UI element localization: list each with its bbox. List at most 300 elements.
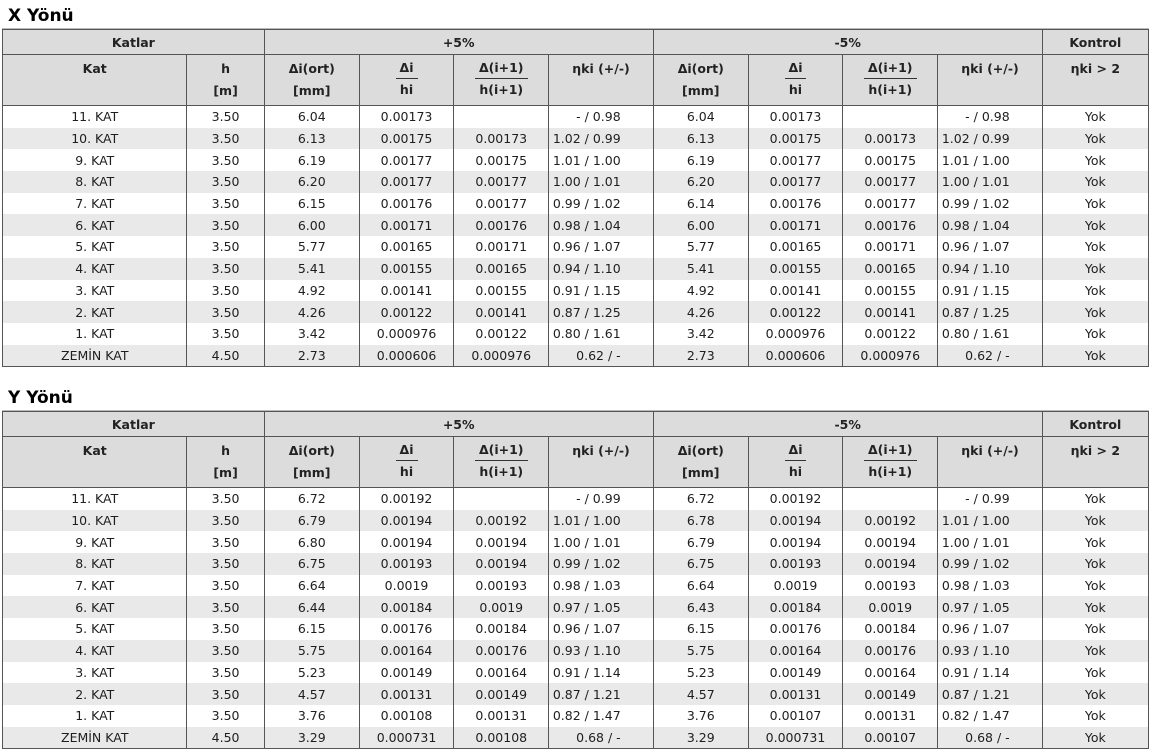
table-row xyxy=(3,488,1149,510)
cell-kontrol: Yok xyxy=(1042,510,1148,532)
cell-di-ort-plus: 6.15 xyxy=(264,618,359,640)
cell-ratio-i-minus: 0.00122 xyxy=(748,301,842,323)
cell-ratio-i1-minus: 0.00165 xyxy=(843,258,938,280)
cell-di-ort-plus: 5.77 xyxy=(264,236,359,258)
table-row xyxy=(3,618,1149,640)
table-body xyxy=(3,488,1149,749)
table-body xyxy=(3,106,1149,367)
table-row xyxy=(3,683,1149,705)
cell-kat: 8. KAT xyxy=(3,553,187,575)
cell-ratio-i1-plus: 0.00122 xyxy=(454,323,549,345)
cell-kat: 1. KAT xyxy=(3,323,187,345)
cell-kontrol: Yok xyxy=(1042,128,1148,150)
cell-h: 3.50 xyxy=(187,106,264,128)
cell-ratio-i-minus: 0.00184 xyxy=(748,596,842,618)
cell-eta-plus: 0.97 / 1.05 xyxy=(549,596,653,618)
cell-ratio-i1-plus: 0.00176 xyxy=(454,214,549,236)
cell-eta-minus: 0.91 / 1.14 xyxy=(938,662,1042,684)
cell-eta-minus: 0.93 / 1.10 xyxy=(938,640,1042,662)
cell-eta-plus: 1.00 / 1.01 xyxy=(549,171,653,193)
cell-ratio-i-minus: 0.00164 xyxy=(748,640,842,662)
cell-h: 3.50 xyxy=(187,705,264,727)
cell-h: 3.50 xyxy=(187,510,264,532)
cell-di-ort-plus: 4.92 xyxy=(264,280,359,302)
drift-table-y xyxy=(2,411,1149,749)
cell-kontrol: Yok xyxy=(1042,149,1148,171)
cell-di-ort-minus: 3.42 xyxy=(653,323,748,345)
cell-di-ort-minus: 3.76 xyxy=(653,705,748,727)
cell-kat: 10. KAT xyxy=(3,510,187,532)
cell-di-ort-minus: 6.13 xyxy=(653,128,748,150)
cell-di-ort-plus: 6.79 xyxy=(264,510,359,532)
cell-h: 3.50 xyxy=(187,662,264,684)
col-header-di-ort: Δi(ort) [mm] xyxy=(264,437,359,488)
cell-di-ort-plus: 6.75 xyxy=(264,553,359,575)
cell-di-ort-minus: 6.00 xyxy=(653,214,748,236)
table-row xyxy=(3,510,1149,532)
cell-eta-minus: - / 0.99 xyxy=(938,488,1042,510)
cell-di-ort-minus: 6.04 xyxy=(653,106,748,128)
cell-kat: 2. KAT xyxy=(3,683,187,705)
cell-di-ort-plus: 6.72 xyxy=(264,488,359,510)
cell-di-ort-minus: 2.73 xyxy=(653,345,748,367)
cell-ratio-i-plus: 0.00194 xyxy=(359,531,453,553)
cell-di-ort-plus: 5.75 xyxy=(264,640,359,662)
cell-ratio-i-plus: 0.00165 xyxy=(359,236,453,258)
cell-eta-plus: 0.98 / 1.03 xyxy=(549,575,653,597)
cell-eta-minus: 0.96 / 1.07 xyxy=(938,618,1042,640)
cell-h: 3.50 xyxy=(187,171,264,193)
cell-ratio-i1-minus: 0.00194 xyxy=(843,531,938,553)
cell-ratio-i1-plus: 0.00141 xyxy=(454,301,549,323)
cell-eta-minus: 0.94 / 1.10 xyxy=(938,258,1042,280)
cell-ratio-i-minus: 0.00193 xyxy=(748,553,842,575)
cell-ratio-i-minus: 0.00131 xyxy=(748,683,842,705)
col-header-kontrol: ηki > 2 xyxy=(1042,437,1148,488)
cell-h: 3.50 xyxy=(187,236,264,258)
cell-ratio-i1-plus: 0.00177 xyxy=(454,171,549,193)
cell-di-ort-minus: 5.23 xyxy=(653,662,748,684)
cell-di-ort-plus: 5.41 xyxy=(264,258,359,280)
cell-ratio-i-plus: 0.000606 xyxy=(359,345,453,367)
cell-eta-minus: 0.98 / 1.04 xyxy=(938,214,1042,236)
cell-ratio-i1-plus: 0.00149 xyxy=(454,683,549,705)
section-title: X Yönü xyxy=(2,4,1149,29)
cell-kontrol: Yok xyxy=(1042,280,1148,302)
cell-h: 3.50 xyxy=(187,640,264,662)
cell-di-ort-minus: 6.78 xyxy=(653,510,748,532)
cell-di-ort-minus: 6.15 xyxy=(653,618,748,640)
cell-eta-plus: 1.02 / 0.99 xyxy=(549,128,653,150)
cell-h: 4.50 xyxy=(187,345,264,367)
cell-ratio-i-plus: 0.000976 xyxy=(359,323,453,345)
cell-ratio-i1-minus: 0.00192 xyxy=(843,510,938,532)
cell-ratio-i1-minus: 0.00176 xyxy=(843,640,938,662)
cell-ratio-i1-minus: 0.0019 xyxy=(843,596,938,618)
cell-eta-minus: 0.87 / 1.25 xyxy=(938,301,1042,323)
cell-kat: 8. KAT xyxy=(3,171,187,193)
cell-ratio-i1-minus: 0.00194 xyxy=(843,553,938,575)
cell-eta-minus: 0.68 / - xyxy=(938,727,1042,749)
cell-eta-minus: 1.01 / 1.00 xyxy=(938,510,1042,532)
cell-ratio-i-plus: 0.00141 xyxy=(359,280,453,302)
cell-ratio-i1-minus: 0.00171 xyxy=(843,236,938,258)
cell-eta-plus: 1.00 / 1.01 xyxy=(549,531,653,553)
cell-kat: ZEMİN KAT xyxy=(3,345,187,367)
table-row xyxy=(3,640,1149,662)
table-row xyxy=(3,280,1149,302)
cell-eta-plus: 0.94 / 1.10 xyxy=(549,258,653,280)
col-header-eta: ηki (+/-) xyxy=(549,437,653,488)
cell-h: 3.50 xyxy=(187,575,264,597)
cell-eta-minus: 1.01 / 1.00 xyxy=(938,149,1042,171)
cell-ratio-i1-plus: 0.00192 xyxy=(454,510,549,532)
cell-kontrol: Yok xyxy=(1042,193,1148,215)
cell-h: 3.50 xyxy=(187,149,264,171)
cell-kontrol: Yok xyxy=(1042,596,1148,618)
cell-ratio-i1-minus: 0.00155 xyxy=(843,280,938,302)
cell-kat: 3. KAT xyxy=(3,662,187,684)
cell-di-ort-plus: 6.44 xyxy=(264,596,359,618)
cell-kontrol: Yok xyxy=(1042,345,1148,367)
cell-ratio-i1-minus: 0.00122 xyxy=(843,323,938,345)
cell-eta-minus: 0.91 / 1.15 xyxy=(938,280,1042,302)
drift-table-x xyxy=(2,29,1149,367)
cell-di-ort-plus: 6.13 xyxy=(264,128,359,150)
cell-ratio-i-minus: 0.00165 xyxy=(748,236,842,258)
group-header-plus5: +5% xyxy=(264,30,653,55)
cell-h: 3.50 xyxy=(187,683,264,705)
col-header-ratio-i: $\frac{\Delta i}{hi}$ xyxy=(748,55,842,106)
cell-ratio-i1-plus: 0.00175 xyxy=(454,149,549,171)
x-direction-section xyxy=(2,4,1149,367)
cell-kontrol: Yok xyxy=(1042,258,1148,280)
cell-kontrol: Yok xyxy=(1042,301,1148,323)
cell-ratio-i-plus: 0.00173 xyxy=(359,106,453,128)
cell-di-ort-plus: 6.19 xyxy=(264,149,359,171)
cell-ratio-i-plus: 0.00177 xyxy=(359,149,453,171)
cell-h: 3.50 xyxy=(187,193,264,215)
cell-eta-minus: 0.97 / 1.05 xyxy=(938,596,1042,618)
cell-di-ort-plus: 2.73 xyxy=(264,345,359,367)
cell-h: 3.50 xyxy=(187,301,264,323)
table-row xyxy=(3,236,1149,258)
cell-eta-plus: - / 0.98 xyxy=(549,106,653,128)
cell-eta-minus: 0.99 / 1.02 xyxy=(938,193,1042,215)
cell-ratio-i-minus: 0.00155 xyxy=(748,258,842,280)
col-header-ratio-i: $\frac{\Delta i}{hi}$ xyxy=(359,55,453,106)
cell-ratio-i-minus: 0.000606 xyxy=(748,345,842,367)
cell-eta-minus: 0.80 / 1.61 xyxy=(938,323,1042,345)
cell-di-ort-minus: 6.19 xyxy=(653,149,748,171)
cell-ratio-i-plus: 0.00177 xyxy=(359,171,453,193)
cell-di-ort-plus: 6.20 xyxy=(264,171,359,193)
cell-kat: 11. KAT xyxy=(3,488,187,510)
cell-ratio-i-plus: 0.00176 xyxy=(359,618,453,640)
cell-kontrol: Yok xyxy=(1042,727,1148,749)
cell-h: 3.50 xyxy=(187,258,264,280)
col-header-ratio-i: $\frac{\Delta i}{hi}$ xyxy=(748,437,842,488)
cell-ratio-i-minus: 0.00177 xyxy=(748,171,842,193)
cell-ratio-i1-minus: 0.00141 xyxy=(843,301,938,323)
cell-eta-plus: 0.82 / 1.47 xyxy=(549,705,653,727)
cell-kat: 4. KAT xyxy=(3,258,187,280)
cell-ratio-i-minus: 0.00107 xyxy=(748,705,842,727)
cell-ratio-i-plus: 0.00194 xyxy=(359,510,453,532)
cell-ratio-i-minus: 0.0019 xyxy=(748,575,842,597)
cell-di-ort-plus: 6.15 xyxy=(264,193,359,215)
cell-kontrol: Yok xyxy=(1042,705,1148,727)
cell-ratio-i-minus: 0.000731 xyxy=(748,727,842,749)
cell-ratio-i-plus: 0.0019 xyxy=(359,575,453,597)
cell-kontrol: Yok xyxy=(1042,171,1148,193)
cell-ratio-i1-minus: 0.00164 xyxy=(843,662,938,684)
cell-h: 3.50 xyxy=(187,280,264,302)
cell-di-ort-minus: 3.29 xyxy=(653,727,748,749)
cell-kat: 10. KAT xyxy=(3,128,187,150)
cell-eta-plus: - / 0.99 xyxy=(549,488,653,510)
cell-di-ort-plus: 6.64 xyxy=(264,575,359,597)
cell-ratio-i-plus: 0.00192 xyxy=(359,488,453,510)
cell-ratio-i1-plus xyxy=(454,106,549,128)
cell-kat: 5. KAT xyxy=(3,618,187,640)
cell-eta-plus: 1.01 / 1.00 xyxy=(549,149,653,171)
y-direction-section xyxy=(2,386,1149,749)
cell-kat: 6. KAT xyxy=(3,214,187,236)
cell-ratio-i-plus: 0.00164 xyxy=(359,640,453,662)
cell-di-ort-minus: 6.64 xyxy=(653,575,748,597)
cell-eta-plus: 1.01 / 1.00 xyxy=(549,510,653,532)
cell-di-ort-minus: 6.75 xyxy=(653,553,748,575)
cell-ratio-i1-minus: 0.00184 xyxy=(843,618,938,640)
cell-di-ort-minus: 4.57 xyxy=(653,683,748,705)
cell-eta-minus: 0.99 / 1.02 xyxy=(938,553,1042,575)
col-header-di-ort: Δi(ort) [mm] xyxy=(264,55,359,106)
cell-kat: 7. KAT xyxy=(3,575,187,597)
cell-eta-minus: 0.87 / 1.21 xyxy=(938,683,1042,705)
cell-ratio-i-minus: 0.00149 xyxy=(748,662,842,684)
cell-kat: 9. KAT xyxy=(3,531,187,553)
cell-di-ort-minus: 4.26 xyxy=(653,301,748,323)
cell-kontrol: Yok xyxy=(1042,553,1148,575)
cell-ratio-i-minus: 0.00194 xyxy=(748,531,842,553)
cell-kat: 3. KAT xyxy=(3,280,187,302)
col-header-kat: Kat xyxy=(3,437,187,488)
col-header-ratio-i1: $\frac{\Delta(i+1)}{h(i+1)}$ xyxy=(843,437,938,488)
cell-kat: 7. KAT xyxy=(3,193,187,215)
table-row xyxy=(3,596,1149,618)
cell-h: 3.50 xyxy=(187,128,264,150)
cell-eta-minus: 1.00 / 1.01 xyxy=(938,531,1042,553)
cell-kat: 2. KAT xyxy=(3,301,187,323)
cell-di-ort-plus: 4.57 xyxy=(264,683,359,705)
cell-ratio-i-minus: 0.00176 xyxy=(748,193,842,215)
cell-di-ort-minus: 6.72 xyxy=(653,488,748,510)
table-row xyxy=(3,345,1149,367)
cell-kat: 9. KAT xyxy=(3,149,187,171)
cell-ratio-i-plus: 0.00108 xyxy=(359,705,453,727)
table-row xyxy=(3,531,1149,553)
cell-kat: 1. KAT xyxy=(3,705,187,727)
cell-ratio-i-plus: 0.00193 xyxy=(359,553,453,575)
cell-ratio-i-plus: 0.00171 xyxy=(359,214,453,236)
cell-kat: 11. KAT xyxy=(3,106,187,128)
cell-ratio-i1-minus xyxy=(843,488,938,510)
cell-di-ort-plus: 6.04 xyxy=(264,106,359,128)
cell-ratio-i1-plus xyxy=(454,488,549,510)
cell-ratio-i1-minus: 0.00131 xyxy=(843,705,938,727)
cell-di-ort-plus: 5.23 xyxy=(264,662,359,684)
col-header-eta: ηki (+/-) xyxy=(549,55,653,106)
cell-h: 3.50 xyxy=(187,596,264,618)
cell-ratio-i1-plus: 0.00108 xyxy=(454,727,549,749)
cell-ratio-i-plus: 0.00149 xyxy=(359,662,453,684)
cell-ratio-i1-minus xyxy=(843,106,938,128)
cell-ratio-i1-plus: 0.00194 xyxy=(454,553,549,575)
col-header-ratio-i: $\frac{\Delta i}{hi}$ xyxy=(359,437,453,488)
table-row xyxy=(3,193,1149,215)
cell-kontrol: Yok xyxy=(1042,236,1148,258)
cell-di-ort-plus: 3.42 xyxy=(264,323,359,345)
cell-ratio-i1-plus: 0.00184 xyxy=(454,618,549,640)
cell-eta-minus: 1.00 / 1.01 xyxy=(938,171,1042,193)
table-row xyxy=(3,258,1149,280)
cell-ratio-i-minus: 0.00175 xyxy=(748,128,842,150)
cell-kontrol: Yok xyxy=(1042,575,1148,597)
cell-di-ort-plus: 3.76 xyxy=(264,705,359,727)
cell-ratio-i1-plus: 0.000976 xyxy=(454,345,549,367)
cell-ratio-i-plus: 0.00184 xyxy=(359,596,453,618)
cell-di-ort-plus: 3.29 xyxy=(264,727,359,749)
cell-ratio-i-minus: 0.00173 xyxy=(748,106,842,128)
cell-ratio-i-minus: 0.000976 xyxy=(748,323,842,345)
cell-ratio-i1-minus: 0.00175 xyxy=(843,149,938,171)
cell-ratio-i1-minus: 0.00176 xyxy=(843,214,938,236)
section-title: Y Yönü xyxy=(2,386,1149,411)
cell-h: 3.50 xyxy=(187,618,264,640)
table-row xyxy=(3,128,1149,150)
cell-ratio-i-plus: 0.000731 xyxy=(359,727,453,749)
cell-kat: 5. KAT xyxy=(3,236,187,258)
cell-eta-plus: 0.93 / 1.10 xyxy=(549,640,653,662)
cell-ratio-i1-minus: 0.00177 xyxy=(843,171,938,193)
cell-kat: ZEMİN KAT xyxy=(3,727,187,749)
cell-eta-minus: 0.62 / - xyxy=(938,345,1042,367)
cell-di-ort-minus: 5.41 xyxy=(653,258,748,280)
cell-eta-plus: 0.99 / 1.02 xyxy=(549,193,653,215)
cell-ratio-i-minus: 0.00194 xyxy=(748,510,842,532)
col-header-eta: ηki (+/-) xyxy=(938,55,1042,106)
cell-kontrol: Yok xyxy=(1042,618,1148,640)
cell-eta-plus: 0.87 / 1.21 xyxy=(549,683,653,705)
cell-eta-plus: 0.87 / 1.25 xyxy=(549,301,653,323)
table-row xyxy=(3,727,1149,749)
cell-di-ort-minus: 6.14 xyxy=(653,193,748,215)
cell-ratio-i1-plus: 0.00164 xyxy=(454,662,549,684)
table-row xyxy=(3,106,1149,128)
table-row xyxy=(3,323,1149,345)
cell-eta-minus: - / 0.98 xyxy=(938,106,1042,128)
col-header-h: h [m] xyxy=(187,55,264,106)
cell-di-ort-plus: 6.80 xyxy=(264,531,359,553)
cell-kontrol: Yok xyxy=(1042,488,1148,510)
cell-ratio-i1-minus: 0.00107 xyxy=(843,727,938,749)
col-header-kontrol: ηki > 2 xyxy=(1042,55,1148,106)
cell-h: 3.50 xyxy=(187,323,264,345)
group-header-minus5: -5% xyxy=(653,412,1042,437)
cell-di-ort-minus: 6.79 xyxy=(653,531,748,553)
col-header-ratio-i1: $\frac{\Delta(i+1)}{h(i+1)}$ xyxy=(843,55,938,106)
cell-ratio-i1-plus: 0.00131 xyxy=(454,705,549,727)
cell-ratio-i1-plus: 0.00194 xyxy=(454,531,549,553)
cell-ratio-i1-minus: 0.00177 xyxy=(843,193,938,215)
cell-eta-plus: 0.80 / 1.61 xyxy=(549,323,653,345)
cell-ratio-i1-plus: 0.0019 xyxy=(454,596,549,618)
group-header-kontrol: Kontrol xyxy=(1042,30,1148,55)
cell-kontrol: Yok xyxy=(1042,683,1148,705)
cell-kat: 6. KAT xyxy=(3,596,187,618)
col-header-di-ort: Δi(ort) [mm] xyxy=(653,55,748,106)
cell-di-ort-plus: 6.00 xyxy=(264,214,359,236)
col-header-ratio-i1: $\frac{\Delta(i+1)}{h(i+1)}$ xyxy=(454,437,549,488)
cell-eta-minus: 1.02 / 0.99 xyxy=(938,128,1042,150)
cell-ratio-i1-plus: 0.00173 xyxy=(454,128,549,150)
table-row xyxy=(3,171,1149,193)
cell-eta-plus: 0.68 / - xyxy=(549,727,653,749)
cell-ratio-i-plus: 0.00176 xyxy=(359,193,453,215)
cell-di-ort-minus: 6.20 xyxy=(653,171,748,193)
cell-h: 3.50 xyxy=(187,553,264,575)
group-header-plus5: +5% xyxy=(264,412,653,437)
cell-ratio-i-minus: 0.00141 xyxy=(748,280,842,302)
table-row xyxy=(3,705,1149,727)
cell-ratio-i1-plus: 0.00165 xyxy=(454,258,549,280)
cell-di-ort-minus: 5.75 xyxy=(653,640,748,662)
col-header-di-ort: Δi(ort) [mm] xyxy=(653,437,748,488)
cell-eta-plus: 0.62 / - xyxy=(549,345,653,367)
cell-kontrol: Yok xyxy=(1042,106,1148,128)
cell-eta-minus: 0.82 / 1.47 xyxy=(938,705,1042,727)
cell-h: 3.50 xyxy=(187,488,264,510)
cell-eta-minus: 0.98 / 1.03 xyxy=(938,575,1042,597)
cell-ratio-i-plus: 0.00175 xyxy=(359,128,453,150)
table-row xyxy=(3,575,1149,597)
cell-eta-plus: 0.99 / 1.02 xyxy=(549,553,653,575)
table-row xyxy=(3,149,1149,171)
cell-eta-plus: 0.96 / 1.07 xyxy=(549,618,653,640)
cell-ratio-i1-plus: 0.00171 xyxy=(454,236,549,258)
cell-ratio-i1-plus: 0.00155 xyxy=(454,280,549,302)
cell-eta-minus: 0.96 / 1.07 xyxy=(938,236,1042,258)
table-row xyxy=(3,301,1149,323)
cell-ratio-i-minus: 0.00177 xyxy=(748,149,842,171)
cell-eta-plus: 0.96 / 1.07 xyxy=(549,236,653,258)
cell-ratio-i1-minus: 0.00193 xyxy=(843,575,938,597)
cell-h: 3.50 xyxy=(187,214,264,236)
cell-h: 4.50 xyxy=(187,727,264,749)
cell-di-ort-plus: 4.26 xyxy=(264,301,359,323)
cell-ratio-i1-minus: 0.00173 xyxy=(843,128,938,150)
cell-di-ort-minus: 5.77 xyxy=(653,236,748,258)
cell-ratio-i1-minus: 0.000976 xyxy=(843,345,938,367)
cell-ratio-i1-plus: 0.00176 xyxy=(454,640,549,662)
table-row xyxy=(3,662,1149,684)
cell-kontrol: Yok xyxy=(1042,640,1148,662)
cell-eta-plus: 0.98 / 1.04 xyxy=(549,214,653,236)
table-row xyxy=(3,553,1149,575)
group-header-katlar: Katlar xyxy=(3,30,265,55)
cell-kat: 4. KAT xyxy=(3,640,187,662)
